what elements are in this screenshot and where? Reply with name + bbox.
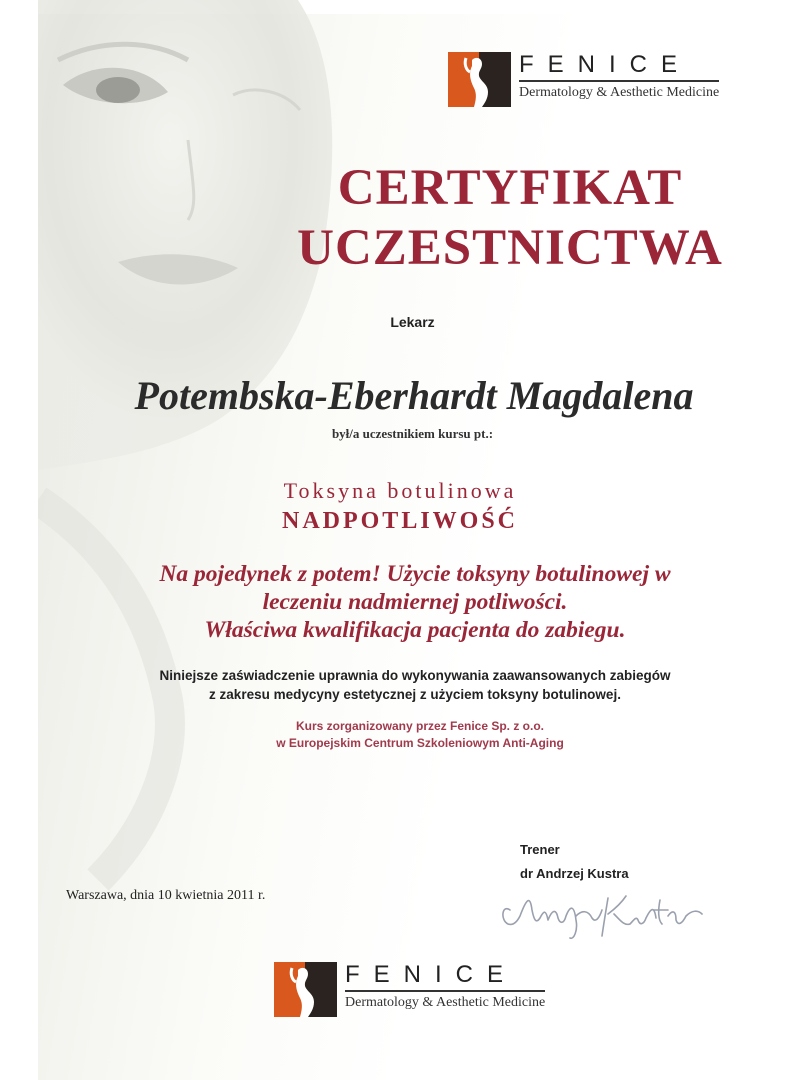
course-subtitle-line: leczeniu nadmiernej potliwości.	[262, 589, 568, 615]
place-and-date: Warszawa, dnia 10 kwietnia 2011 r.	[66, 888, 266, 903]
course-title-line1: Toksyna botulinowa	[283, 478, 517, 503]
course-subtitle-line: Na pojedynek z potem! Użycie toksyny botulinowej w	[159, 561, 671, 587]
organizer-line: Kurs zorganizowany przez Fenice Sp. z o.o.	[295, 719, 545, 733]
statement-line: z zakresu medycyny estetycznej z użyciem toksyny botulinowej.	[209, 687, 621, 702]
statement-line: Niniejsze zaświadczenie uprawnia do wykonywania zaawansowanych zabiegów	[159, 668, 671, 683]
organizer-note	[120, 718, 720, 752]
entitlement-statement	[60, 666, 770, 704]
course-subtitle-line: Właściwa kwalifikacja pacjenta do zabiegu.	[204, 617, 626, 643]
participant-text: był/a uczestnikiem kursu pt.:	[331, 426, 494, 441]
fenice-logo-bottom	[274, 962, 545, 1017]
recipient-role: Lekarz	[390, 314, 435, 330]
trainer-name: dr Andrzej Kustra	[520, 866, 629, 881]
brand-tagline: Dermatology & Aesthetic Medicine	[345, 995, 546, 1010]
brand-tagline: Dermatology & Aesthetic Medicine	[519, 85, 720, 100]
certificate-title-line2: UCZESTNICTWA	[297, 220, 723, 276]
fenice-logo-icon	[274, 962, 337, 1017]
brand-name: FENICE	[519, 52, 719, 82]
fenice-logo-icon	[448, 52, 511, 107]
certificate-title-line1: CERTYFIKAT	[337, 160, 683, 216]
scan-edge	[0, 0, 38, 1080]
fenice-logo-top	[448, 52, 719, 107]
trainer-signature	[496, 880, 716, 950]
course-subtitle	[60, 560, 770, 644]
course-title-line2: NADPOTLIWOŚĆ	[281, 508, 519, 534]
trainer-label: Trener	[520, 842, 560, 857]
portrait-watermark	[38, 0, 358, 900]
recipient-name: Potembska-Eberhardt Magdalena	[134, 373, 694, 418]
brand-name: FENICE	[345, 962, 545, 992]
organizer-line: w Europejskim Centrum Szkoleniowym Anti-Aging	[276, 736, 564, 750]
